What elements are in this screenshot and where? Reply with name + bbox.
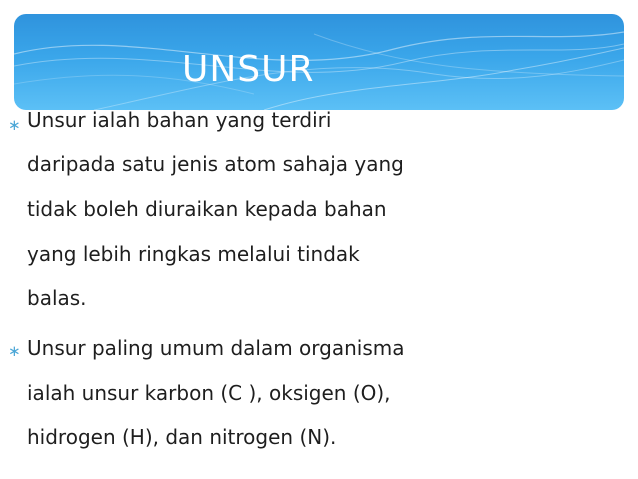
- bullet-1-line-2: daripada satu jenis atom sahaja yang: [27, 152, 404, 176]
- asterisk-bullet-icon: ∗: [8, 342, 21, 360]
- bullet-2-line-2: ialah unsur karbon (C ), oksigen (O),: [27, 381, 391, 405]
- bullet-1-line-1: Unsur ialah bahan yang terdiri: [27, 108, 332, 132]
- bullet-1-line-5: balas.: [27, 286, 87, 310]
- bullet-1-line-4: yang lebih ringkas melalui tindak: [27, 242, 360, 266]
- bullet-2-line-1: Unsur paling umum dalam organisma: [27, 336, 405, 360]
- bullet-2-line-3: hidrogen (H), dan nitrogen (N).: [27, 425, 337, 449]
- asterisk-bullet-icon: ∗: [8, 116, 21, 134]
- bullet-1-line-3: tidak boleh diuraikan kepada bahan: [27, 197, 387, 221]
- slide-title: UNSUR: [182, 49, 315, 90]
